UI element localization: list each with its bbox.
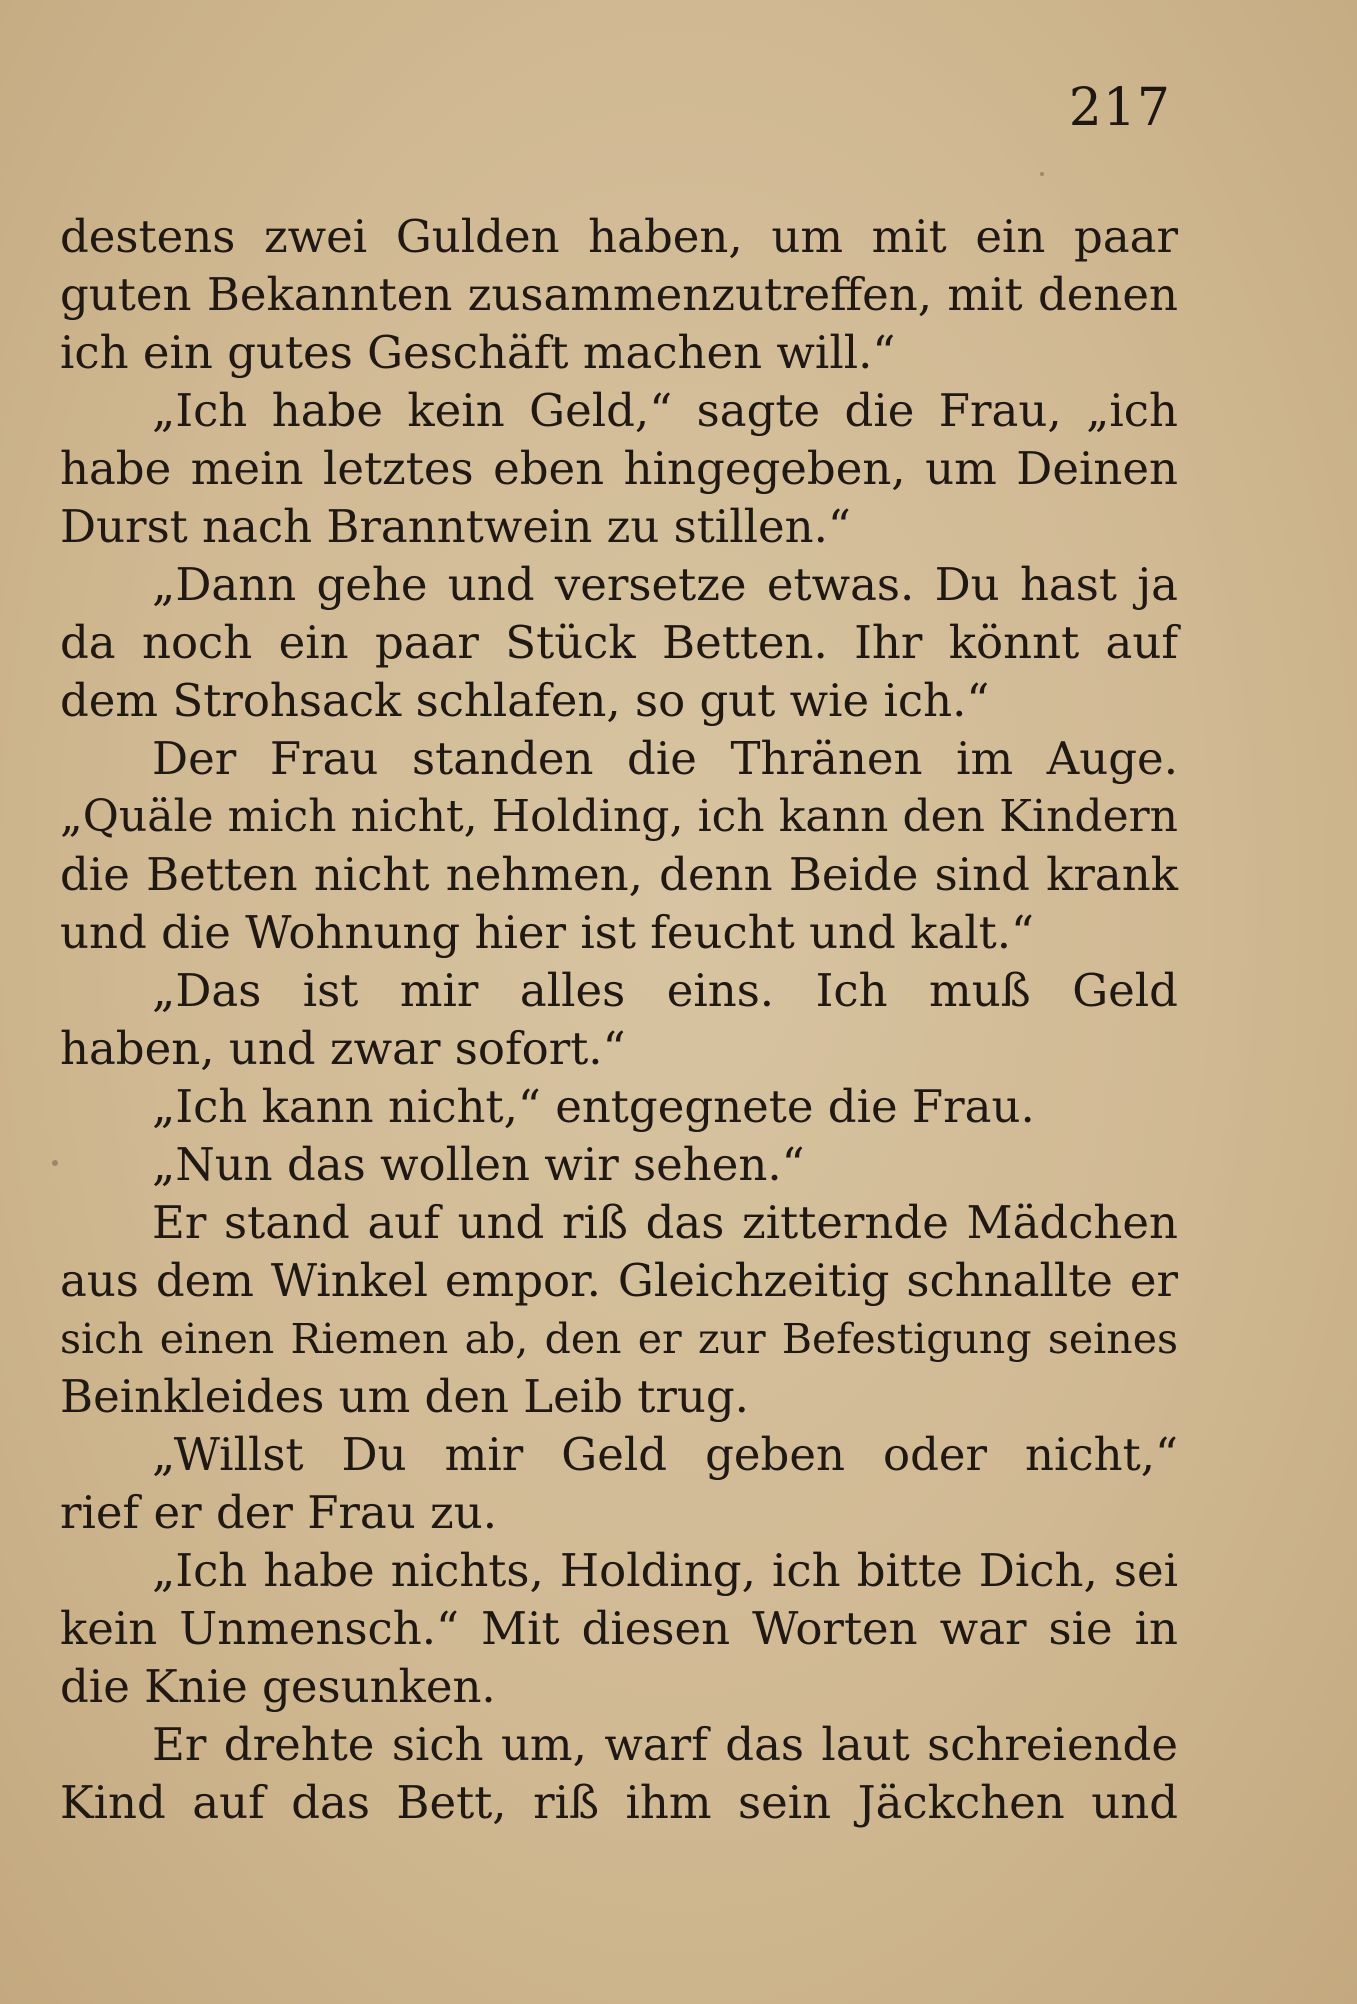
text-line: Der Frau standen die Thränen im Auge. <box>152 732 1178 785</box>
text-line: „Das ist mir alles eins. Ich muß Geld <box>152 964 1178 1017</box>
text-line: „Ich habe nichts, Holding, ich bitte Dich, sei <box>152 1544 1178 1597</box>
text-line: aus dem Winkel empor. Gleichzeitig schnallte er <box>60 1254 1178 1307</box>
text-line: haben, und zwar sofort.“ <box>60 1022 626 1075</box>
text-line: die Betten nicht nehmen, denn Beide sind krank <box>60 848 1178 901</box>
text-line: „Willst Du mir Geld geben oder nicht,“ <box>152 1428 1178 1481</box>
text-line: sich einen Riemen ab, den er zur Befestigung seines <box>60 1315 1178 1363</box>
paper-speck <box>1040 172 1044 176</box>
text-line: und die Wohnung hier ist feucht und kalt.“ <box>60 906 1035 959</box>
text-line: „Ich habe kein Geld,“ sagte die Frau, „ich <box>152 384 1178 437</box>
text-line: Durst nach Branntwein zu stillen.“ <box>60 500 851 553</box>
text-line: Er drehte sich um, warf das laut schreiende <box>152 1718 1178 1771</box>
text-line: Er stand auf und riß das zitternde Mädchen <box>152 1196 1178 1249</box>
text-line: rief er der Frau zu. <box>60 1486 498 1539</box>
body-text <box>60 208 1178 1832</box>
text-line: dem Strohsack schlafen, so gut wie ich.“ <box>60 674 990 727</box>
text-line: Beinkleides um den Leib trug. <box>60 1370 749 1423</box>
text-line: „Nun das wollen wir sehen.“ <box>152 1138 805 1191</box>
text-line: „Dann gehe und versetze etwas. Du hast ja <box>152 558 1178 611</box>
text-line: ich ein gutes Geschäft machen will.“ <box>60 326 896 379</box>
text-line: Kind auf das Bett, riß ihm sein Jäckchen und <box>60 1776 1178 1829</box>
text-line: guten Bekannten zusammenzutreffen, mit denen <box>60 268 1178 321</box>
text-line: habe mein letztes eben hingegeben, um Deinen <box>60 442 1178 495</box>
page-number: 217 <box>1068 78 1171 138</box>
text-line: „Ich kann nicht,“ entgegnete die Frau. <box>152 1080 1035 1133</box>
paper-speck <box>52 1160 58 1166</box>
text-line: da noch ein paar Stück Betten. Ihr könnt auf <box>60 616 1178 669</box>
text-line: die Knie gesunken. <box>60 1660 496 1713</box>
text-line: „Quäle mich nicht, Holding, ich kann den Kindern <box>60 791 1178 842</box>
text-line: kein Unmensch.“ Mit diesen Worten war sie in <box>60 1602 1178 1655</box>
text-line: destens zwei Gulden haben, um mit ein paar <box>60 210 1178 263</box>
